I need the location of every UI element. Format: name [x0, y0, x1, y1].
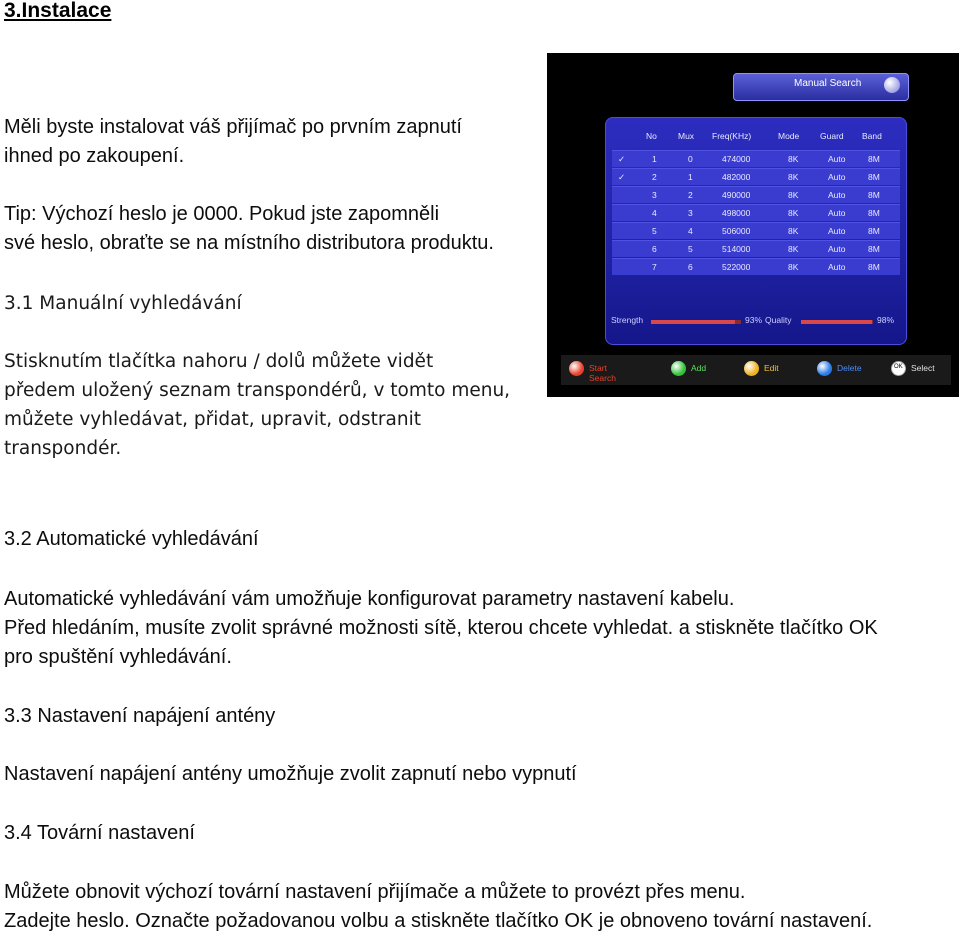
header-mode: Mode: [778, 131, 800, 141]
row-freq: 474000: [722, 154, 751, 164]
row-guard: Auto: [828, 190, 846, 200]
row-band: 8M: [868, 226, 880, 236]
blue-button-icon: [817, 361, 832, 376]
section-3-4-title: 3.4 Tovární nastavení: [4, 822, 195, 844]
row-no: 5: [652, 226, 657, 236]
row-mux: 2: [688, 190, 693, 200]
transponder-row[interactable]: [612, 258, 900, 275]
row-guard: Auto: [828, 154, 846, 164]
quality-bar-fill: [801, 320, 872, 324]
section-3-1-line-2: předem uložený seznam transpondérů, v tomto menu,: [4, 380, 511, 401]
row-mux: 0: [688, 154, 693, 164]
transponder-table-header: [606, 126, 906, 146]
row-no: 1: [652, 154, 657, 164]
row-no: 4: [652, 208, 657, 218]
strength-bar: [651, 320, 741, 324]
header-mux: Mux: [678, 131, 695, 141]
transponder-row[interactable]: [612, 168, 900, 185]
yellow-button-icon: [744, 361, 759, 376]
strength-value: 93%: [745, 315, 763, 325]
row-band: 8M: [868, 154, 880, 164]
section-3-4-line-2: Zadejte heslo. Označte požadovanou volbu a stiskněte tlačítko OK je obnoveno tovární nastavení.: [4, 910, 873, 932]
intro-line-2: ihned po zakoupení.: [4, 145, 185, 167]
quality-bar: [801, 320, 873, 324]
section-3-3-line-1: Nastavení napájení antény umožňuje zvolit zapnutí nebo vypnutí: [4, 763, 577, 785]
section-3-4-line-1: Můžete obnovit výchozí tovární nastavení přijímače a můžete to provézt přes menu.: [4, 881, 746, 903]
row-mode: 8K: [788, 226, 799, 236]
row-mode: 8K: [788, 244, 799, 254]
row-band: 8M: [868, 262, 880, 272]
row-mode: 8K: [788, 262, 799, 272]
row-mux: 6: [688, 262, 693, 272]
delete-label: Delete: [837, 363, 862, 373]
section-3-3-title: 3.3 Nastavení napájení antény: [4, 705, 276, 727]
ok-button-icon: [891, 361, 906, 376]
row-mux: 4: [688, 226, 693, 236]
tip-line-1: Tip: Výchozí heslo je 0000. Pokud jste zapomněli: [4, 203, 440, 225]
signal-indicator: [605, 311, 905, 333]
row-guard: Auto: [828, 172, 846, 182]
red-button-icon: [569, 361, 584, 376]
header-band: Band: [862, 131, 882, 141]
select-label: Select: [911, 363, 935, 373]
row-no: 6: [652, 244, 657, 254]
transponder-row[interactable]: [612, 186, 900, 203]
row-freq: 514000: [722, 244, 751, 254]
row-band: 8M: [868, 208, 880, 218]
row-band: 8M: [868, 190, 880, 200]
manual-search-title-bar: [733, 73, 909, 101]
row-no: 2: [652, 172, 657, 182]
add-label: Add: [691, 363, 707, 373]
quality-label: Quality: [765, 315, 792, 325]
row-freq: 482000: [722, 172, 751, 182]
satellite-icon: [884, 77, 900, 93]
header-freq: Freq(KHz): [712, 131, 752, 141]
row-mode: 8K: [788, 190, 799, 200]
section-3-1-line-3: můžete vyhledávat, přidat, upravit, odstranit: [4, 409, 421, 430]
row-band: 8M: [868, 172, 880, 182]
row-freq: 498000: [722, 208, 751, 218]
row-freq: 490000: [722, 190, 751, 200]
strength-label: Strength: [611, 315, 644, 325]
edit-label: Edit: [764, 363, 779, 373]
section-3-1-line-4: transpondér.: [4, 438, 122, 459]
page-heading: 3.Instalace: [4, 0, 112, 22]
row-no: 7: [652, 262, 657, 272]
section-3-1-line-1: Stisknutím tlačítka nahoru / dolů můžete vidět: [4, 351, 434, 372]
green-button-icon: [671, 361, 686, 376]
start-search-label: Start Search: [589, 363, 616, 383]
row-guard: Auto: [828, 226, 846, 236]
manual-search-title: Manual Search: [794, 78, 862, 89]
row-check: ✓: [618, 172, 626, 182]
quality-value: 98%: [877, 315, 895, 325]
transponder-row[interactable]: [612, 222, 900, 239]
row-mux: 5: [688, 244, 693, 254]
row-mode: 8K: [788, 172, 799, 182]
intro-line-1: Měli byste instalovat váš přijímač po prvním zapnutí: [4, 116, 462, 138]
color-button-bar: [561, 355, 951, 385]
row-freq: 522000: [722, 262, 751, 272]
row-no: 3: [652, 190, 657, 200]
transponder-row[interactable]: [612, 240, 900, 257]
section-3-2-title: 3.2 Automatické vyhledávání: [4, 528, 259, 550]
row-check: ✓: [618, 154, 626, 164]
row-band: 8M: [868, 244, 880, 254]
row-mode: 8K: [788, 154, 799, 164]
transponder-row[interactable]: [612, 204, 900, 221]
row-mux: 3: [688, 208, 693, 218]
strength-bar-fill: [651, 320, 735, 324]
transponder-row[interactable]: [612, 150, 900, 167]
row-guard: Auto: [828, 208, 846, 218]
row-guard: Auto: [828, 244, 846, 254]
header-guard: Guard: [820, 131, 844, 141]
ok-label: OK: [894, 364, 903, 370]
section-3-2-line-2: Před hledáním, musíte zvolit správné možnosti sítě, kterou chcete vyhledat. a stiskněte tlačítko OK: [4, 617, 878, 639]
section-3-2-line-3: pro spuštění vyhledávání.: [4, 646, 232, 668]
section-3-2-line-1: Automatické vyhledávání vám umožňuje konfigurovat parametry nastavení kabelu.: [4, 588, 735, 610]
section-3-1-title: 3.1 Manuální vyhledávání: [4, 293, 242, 314]
manual-search-screenshot: [547, 53, 959, 397]
row-mux: 1: [688, 172, 693, 182]
row-guard: Auto: [828, 262, 846, 272]
tip-line-2: své heslo, obraťte se na místního distributora produktu.: [4, 232, 494, 254]
row-mode: 8K: [788, 208, 799, 218]
header-no: No: [646, 131, 657, 141]
row-freq: 506000: [722, 226, 751, 236]
